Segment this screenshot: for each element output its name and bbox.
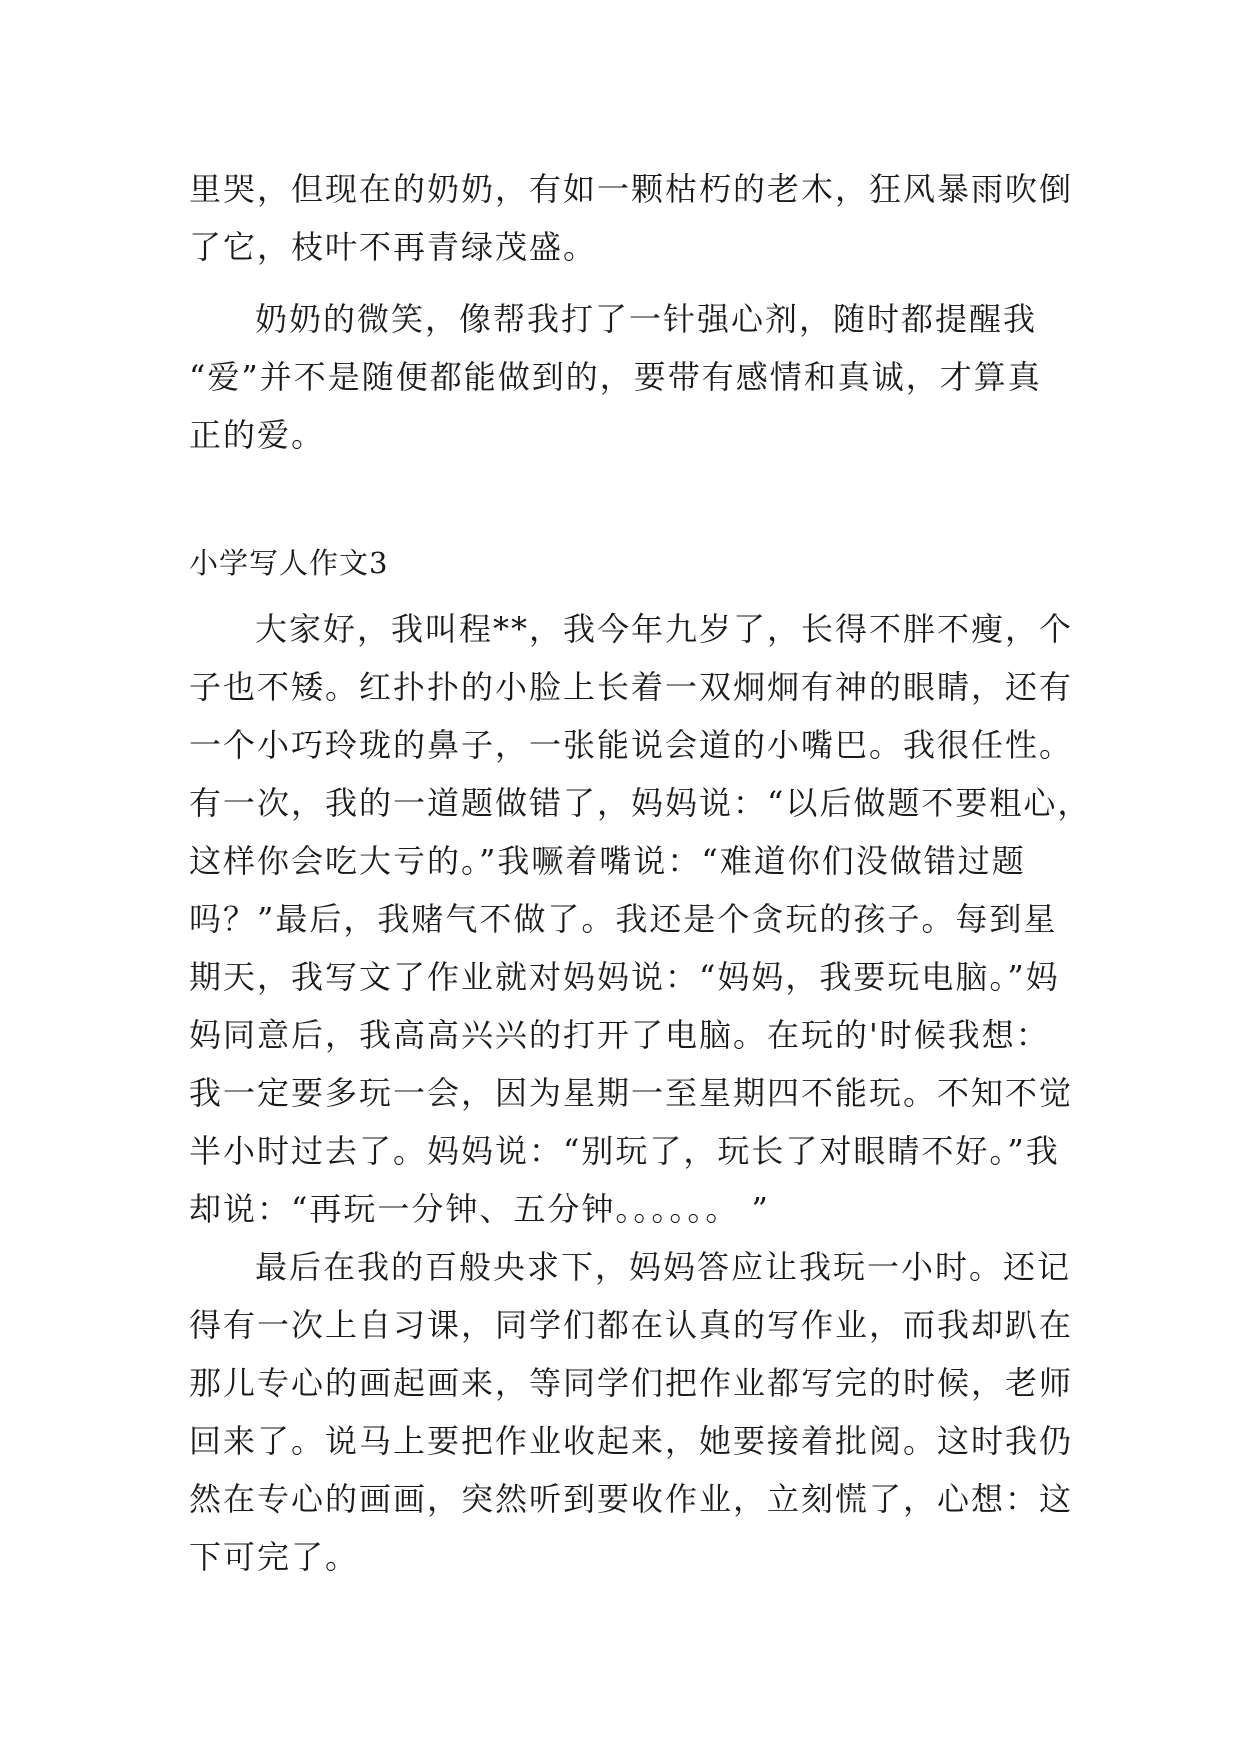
text-line: 那儿专心的画起画来，等同学们把作业都写完的时候，老师: [189, 1364, 1074, 1402]
text-line: 正的爱。: [189, 416, 326, 454]
text-line: 里哭，但现在的奶奶，有如一颗枯朽的老木，狂风暴雨吹倒: [189, 170, 1074, 208]
text-line: 下可完了。: [189, 1538, 360, 1576]
text-line: 奶奶的微笑，像帮我打了一针强心剂，随时都提醒我: [255, 300, 1038, 338]
text-line: 大家好，我叫程**，我今年九岁了，长得不胖不瘦，个: [255, 610, 1074, 648]
text-line: 回来了。说马上要把作业收起来，她要接着批阅。这时我仍: [189, 1422, 1074, 1460]
text-line: 子也不矮。红扑扑的小脸上长着一双炯炯有神的眼睛，还有: [189, 668, 1074, 706]
text-line: 这样你会吃大亏的。”我噘着嘴说：“难道你们没做错过题: [189, 842, 1026, 880]
text-line: 有一次，我的一道题做错了，妈妈说：“以后做题不要粗心，: [189, 784, 1092, 822]
section-title: 小学写人作文3: [189, 546, 389, 580]
text-line: 却说：“再玩一分钟、五分钟。。。。。。 ”: [189, 1190, 770, 1228]
text-line: 得有一次上自习课，同学们都在认真的写作业，而我却趴在: [189, 1306, 1074, 1344]
paragraph-1: [189, 160, 1074, 276]
paragraph-2: [189, 290, 1049, 464]
text-line: 吗？”最后，我赌气不做了。我还是个贪玩的孩子。每到星: [189, 900, 1058, 938]
text-line: 一个小巧玲珑的鼻子，一张能说会道的小嘴巴。我很任性。: [189, 726, 1074, 764]
text-line: 然在专心的画画，突然听到要收作业，立刻慌了，心想：这: [189, 1480, 1074, 1518]
text-line: 半小时过去了。妈妈说：“别玩了，玩长了对眼睛不好。”我: [189, 1132, 1060, 1170]
document-page: [189, 160, 1092, 1586]
text-line: 最后在我的百般央求下，妈妈答应让我玩一小时。还记: [255, 1248, 1072, 1286]
text-line: 期天，我写文了作业就对妈妈说：“妈妈，我要玩电脑。”妈: [189, 958, 1060, 996]
text-line: 了它，枝叶不再青绿茂盛。: [189, 228, 598, 266]
text-line: 我一定要多玩一会，因为星期一至星期四不能玩。不知不觉: [189, 1074, 1074, 1112]
paragraph-3: [189, 600, 1092, 1238]
paragraph-4: [189, 1238, 1074, 1586]
text-line: 妈同意后，我高高兴兴的打开了电脑。在玩的'时候我想：: [189, 1016, 1050, 1054]
text-line: “爱”并不是随便都能做到的，要带有感情和真诚，才算真: [189, 358, 1042, 396]
